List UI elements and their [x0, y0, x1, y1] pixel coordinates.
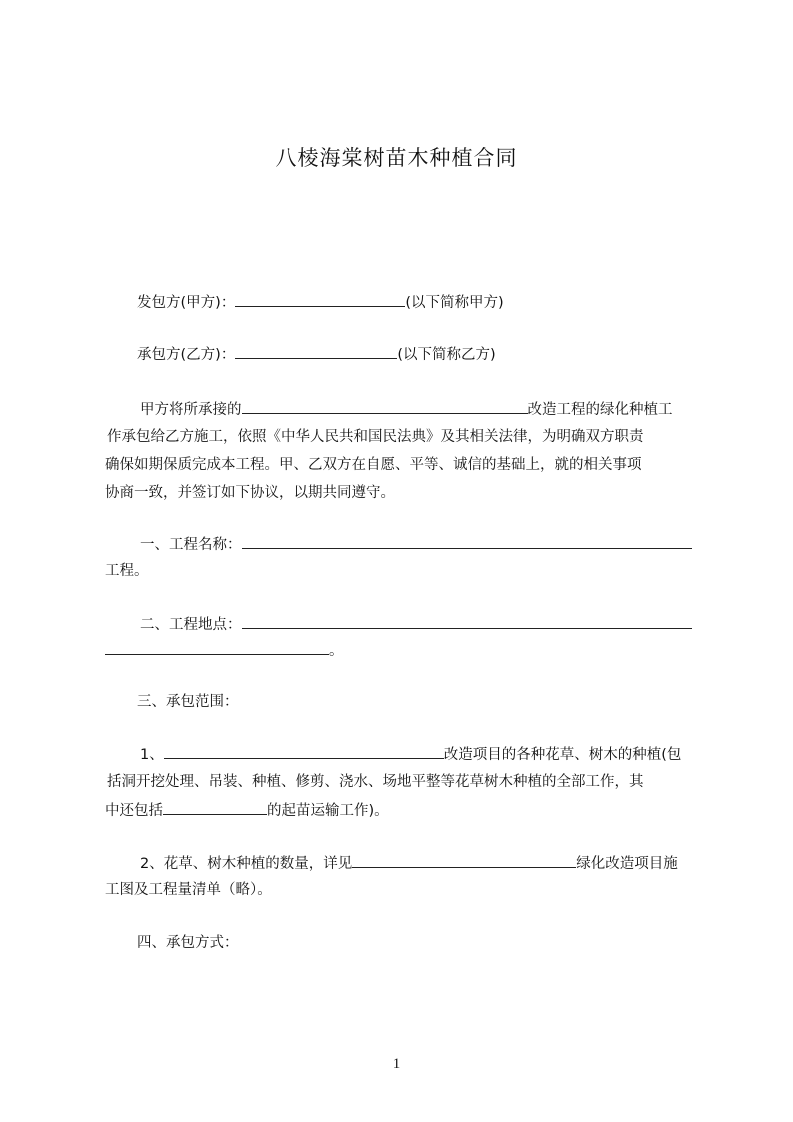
party-a-line: [137, 292, 504, 313]
item1-line3-blank: [163, 800, 267, 815]
intro-line-2: 作承包给乙方施工，依照《中华人民共和国民法典》及其相关法律，为明确双方职责: [107, 429, 644, 445]
section4-label: 四、承包方式：: [137, 935, 239, 951]
item2-prefix: 2、花草、树木种植的数量，详见: [140, 856, 353, 872]
section2-blank-3: [652, 614, 692, 629]
section2-blank-1: [242, 614, 372, 629]
section2-suffix: 。: [329, 643, 344, 659]
section3-item2-line-2: 工图及工程量清单（略）。: [105, 882, 272, 898]
section2-blank-4: [105, 640, 329, 655]
item1-line3-prefix: 中还包括: [105, 803, 163, 819]
intro-blank-1: [242, 399, 346, 414]
section3-item1-line-3: [105, 800, 389, 821]
item1-line3-suffix: 的起苗运输工作)。: [267, 803, 389, 819]
section1-line-2: 工程。: [105, 563, 149, 579]
item1-suffix: 改造项目的各种花草、树木的种植(包: [443, 747, 682, 763]
section1-blank-1: [242, 534, 372, 549]
intro-prefix: 甲方将所承接的: [140, 402, 242, 418]
section3-item2-line-1: [140, 853, 678, 874]
item1-blank: [164, 744, 444, 759]
section3-label: 三、承包范围：: [137, 694, 239, 710]
party-a-blank: [235, 292, 405, 307]
section3-item1-line-2: 括洞开挖处理、吊装、种植、修剪、浇水、场地平整等花草树木种植的全部工作，其: [107, 774, 644, 790]
section1-line-1: [140, 534, 692, 555]
section2-line-2: [105, 640, 344, 661]
intro-line-3: 确保如期保质完成本工程。甲、乙双方在自愿、平等、诚信的基础上，就的相关事项: [105, 457, 642, 473]
intro-line-1: [140, 399, 673, 420]
party-b-suffix: (以下简称乙方): [397, 347, 496, 363]
section1-blank-2: [372, 534, 652, 549]
section3-item1-line-1: [140, 744, 681, 765]
intro-blank-2: [346, 399, 528, 414]
party-b-label: 承包方(乙方)：: [137, 347, 236, 363]
item2-suffix: 绿化改造项目施: [576, 856, 678, 872]
page-number: 1: [392, 1056, 401, 1072]
section1-label: 一、工程名称：: [140, 537, 242, 553]
document-title: 八棱海棠树苗木种植合同: [275, 146, 518, 170]
party-a-label: 发包方(甲方)：: [137, 295, 236, 311]
party-b-blank: [235, 344, 397, 359]
party-b-line: [137, 344, 496, 365]
party-a-suffix: (以下简称甲方): [405, 295, 504, 311]
intro-suffix: 改造工程的绿化种植工: [527, 402, 673, 418]
section1-blank-3: [652, 534, 692, 549]
intro-line-4: 协商一致，并签订如下协议，以期共同遵守。: [105, 485, 395, 501]
section2-line-1: [140, 614, 692, 635]
item2-blank: [352, 853, 576, 868]
section2-label: 二、工程地点：: [140, 617, 242, 633]
item1-prefix: 1、: [140, 747, 164, 763]
section2-blank-2: [372, 614, 652, 629]
